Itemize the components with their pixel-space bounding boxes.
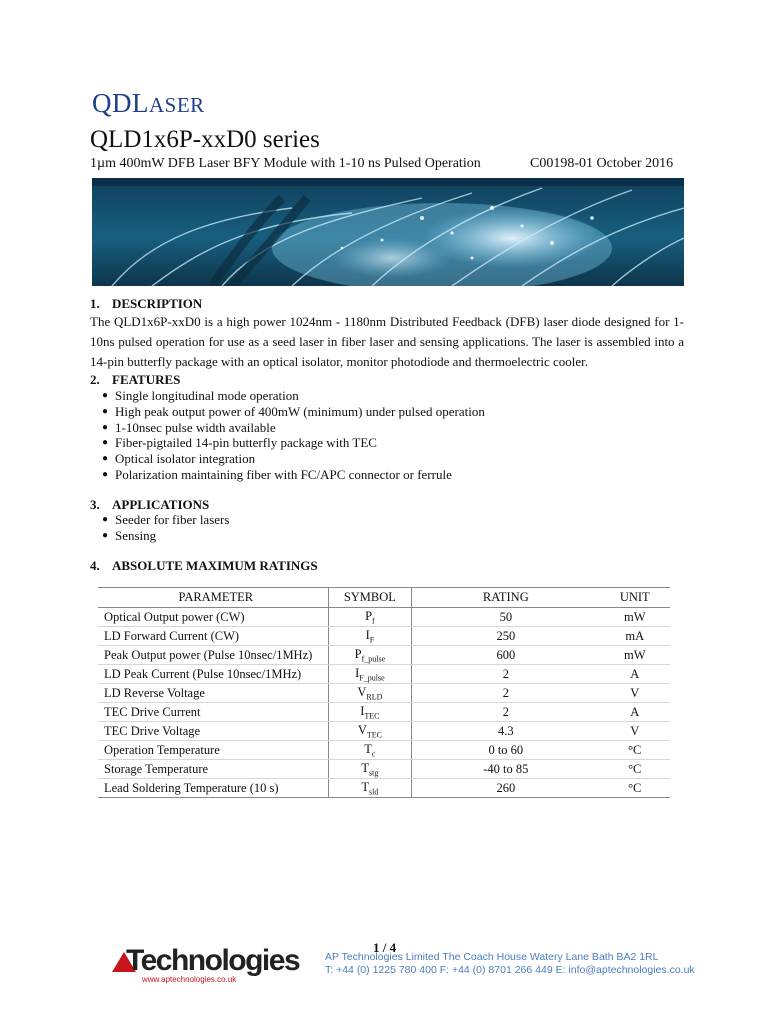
table-row bbox=[98, 779, 670, 798]
ratings-heading bbox=[90, 558, 318, 574]
description-number: 1. bbox=[90, 296, 100, 311]
col-header-symbol: SYMBOL bbox=[328, 588, 412, 608]
parameter-cell: Peak Output power (Pulse 10nsec/1MHz) bbox=[98, 646, 328, 665]
fiber-strands-graphic bbox=[92, 178, 684, 286]
symbol-base: P bbox=[354, 646, 362, 661]
table-row bbox=[98, 665, 670, 684]
ap-technologies-logo[interactable] bbox=[112, 944, 317, 984]
symbol-subscript: c bbox=[371, 749, 376, 759]
table-row bbox=[98, 646, 670, 665]
symbol-subscript: stg bbox=[369, 768, 379, 778]
unit-cell: °C bbox=[599, 760, 670, 779]
symbol-base: I bbox=[355, 665, 360, 680]
bullet-icon: ● bbox=[102, 453, 109, 465]
table-row bbox=[98, 627, 670, 646]
symbol-base: V bbox=[357, 684, 367, 699]
ratings-table bbox=[98, 587, 670, 798]
applications-heading bbox=[90, 497, 209, 513]
rating-cell: 0 to 60 bbox=[412, 741, 600, 760]
list-item bbox=[90, 451, 485, 467]
rating-cell: 2 bbox=[412, 665, 600, 684]
logo-l: L bbox=[132, 88, 149, 118]
bullet-icon: ● bbox=[102, 437, 109, 449]
features-number: 2. bbox=[90, 372, 100, 387]
list-item bbox=[90, 420, 485, 436]
symbol-base: P bbox=[365, 608, 373, 623]
symbol-subscript: TEC bbox=[364, 711, 380, 721]
rating-cell: 4.3 bbox=[412, 722, 600, 741]
ap-website-link[interactable]: www.aptechnologies.co.uk bbox=[142, 975, 237, 984]
description-text: The QLD1x6P-xxD0 is a high power 1024nm - 1180nm Distributed Feedback (DFB) laser diode designed for 1-10ns pulsed operation for use as a seed laser in fiber laser and sensing applications. The laser is assembled into a 14-pin butterfly package with an optical isolator, monitor photodiode and thermoelectric cooler. bbox=[90, 314, 684, 369]
feature-text: Fiber-pigtailed 14-pin butterfly package with TEC bbox=[115, 435, 377, 451]
feature-text: 1-10nsec pulse width available bbox=[115, 419, 276, 435]
symbol-subscript: F bbox=[369, 635, 375, 645]
table-row bbox=[98, 760, 670, 779]
table-row bbox=[98, 722, 670, 741]
symbol-cell bbox=[328, 627, 412, 646]
symbol-cell bbox=[328, 722, 412, 741]
symbol-cell bbox=[328, 646, 412, 665]
unit-cell: mW bbox=[599, 608, 670, 627]
symbol-base: I bbox=[365, 627, 370, 642]
symbol-cell bbox=[328, 760, 412, 779]
symbol-subscript: f bbox=[372, 616, 375, 626]
description-heading bbox=[90, 296, 202, 312]
ratings-number: 4. bbox=[90, 558, 100, 573]
symbol-cell bbox=[328, 703, 412, 722]
rating-cell: 2 bbox=[412, 703, 600, 722]
applications-list bbox=[90, 512, 229, 544]
symbol-subscript: f_pulse bbox=[361, 654, 386, 664]
symbol-subscript: RLD bbox=[366, 692, 383, 702]
symbol-subscript: TEC bbox=[366, 730, 382, 740]
parameter-cell: LD Peak Current (Pulse 10nsec/1MHz) bbox=[98, 665, 328, 684]
symbol-cell bbox=[328, 741, 412, 760]
application-text: Sensing bbox=[115, 527, 157, 543]
qdlaser-logo bbox=[92, 88, 205, 119]
symbol-base: T bbox=[361, 760, 370, 775]
parameter-cell: Operation Temperature bbox=[98, 741, 328, 760]
list-item bbox=[90, 435, 485, 451]
table-row bbox=[98, 608, 670, 627]
description-title: DESCRIPTION bbox=[112, 296, 203, 311]
bullet-icon: ● bbox=[102, 468, 109, 480]
rating-cell: 2 bbox=[412, 684, 600, 703]
fiber-optic-banner-image bbox=[92, 178, 684, 286]
rating-cell: -40 to 85 bbox=[412, 760, 600, 779]
series-title: QLD1x6P-xxD0 series bbox=[90, 126, 320, 153]
features-title: FEATURES bbox=[112, 372, 181, 387]
table-header-row bbox=[98, 588, 670, 608]
bullet-icon: ● bbox=[102, 529, 109, 541]
symbol-cell bbox=[328, 684, 412, 703]
bullet-icon: ● bbox=[102, 514, 109, 525]
ratings-title: ABSOLUTE MAXIMUM RATINGS bbox=[112, 558, 318, 573]
applications-title: APPLICATIONS bbox=[112, 497, 210, 512]
rating-cell: 600 bbox=[412, 646, 600, 665]
logo-rest: ASER bbox=[149, 93, 205, 117]
parameter-cell: TEC Drive Current bbox=[98, 703, 328, 722]
applications-number: 3. bbox=[90, 497, 100, 512]
symbol-base: T bbox=[361, 779, 370, 794]
list-item bbox=[90, 404, 485, 420]
features-heading bbox=[90, 372, 180, 388]
unit-cell: V bbox=[599, 684, 670, 703]
parameter-cell: LD Reverse Voltage bbox=[98, 684, 328, 703]
bullet-icon: ● bbox=[102, 405, 109, 417]
page-number: 1 / 4 bbox=[373, 940, 397, 955]
col-header-parameter: PARAMETER bbox=[98, 588, 328, 608]
parameter-cell: Lead Soldering Temperature (10 s) bbox=[98, 779, 328, 798]
list-item bbox=[90, 512, 229, 528]
unit-cell: A bbox=[599, 665, 670, 684]
unit-cell: mW bbox=[599, 646, 670, 665]
parameter-cell: LD Forward Current (CW) bbox=[98, 627, 328, 646]
product-subtitle: 1µm 400mW DFB Laser BFY Module with 1-10 ns Pulsed Operation bbox=[90, 156, 481, 171]
bullet-icon: ● bbox=[102, 390, 109, 401]
list-item bbox=[90, 528, 229, 544]
footer-contact: T: +44 (0) 1225 780 400 F: +44 (0) 8701 266 449 E: info@aptechnologies.co.uk bbox=[325, 964, 695, 976]
footer-address: AP Technologies Limited The Coach House Watery Lane Bath BA2 1RL bbox=[325, 951, 659, 963]
feature-text: Polarization maintaining fiber with FC/APC connector or ferrule bbox=[115, 466, 452, 482]
unit-cell: A bbox=[599, 703, 670, 722]
symbol-base: T bbox=[364, 741, 372, 756]
unit-cell: mA bbox=[599, 627, 670, 646]
rating-cell: 50 bbox=[412, 608, 600, 627]
bullet-icon: ● bbox=[102, 421, 109, 433]
feature-text: Optical isolator integration bbox=[115, 451, 256, 467]
rating-cell: 250 bbox=[412, 627, 600, 646]
list-item bbox=[90, 388, 485, 404]
features-list bbox=[90, 388, 485, 483]
application-text: Seeder for fiber lasers bbox=[115, 512, 230, 527]
parameter-cell: TEC Drive Voltage bbox=[98, 722, 328, 741]
logo-qd: QD bbox=[92, 88, 132, 118]
table-row bbox=[98, 703, 670, 722]
parameter-cell: Optical Output power (CW) bbox=[98, 608, 328, 627]
feature-text: Single longitudinal mode operation bbox=[115, 388, 299, 403]
rating-cell: 260 bbox=[412, 779, 600, 798]
unit-cell: °C bbox=[599, 741, 670, 760]
col-header-unit: UNIT bbox=[599, 588, 670, 608]
table-row bbox=[98, 684, 670, 703]
parameter-cell: Storage Temperature bbox=[98, 760, 328, 779]
symbol-subscript: F_pulse bbox=[359, 673, 385, 683]
document-reference: C00198-01 October 2016 bbox=[530, 156, 674, 171]
unit-cell: °C bbox=[599, 779, 670, 798]
list-item bbox=[90, 467, 485, 483]
symbol-cell bbox=[328, 665, 412, 684]
feature-text: High peak output power of 400mW (minimum) under pulsed operation bbox=[115, 403, 485, 419]
ap-logo-word: Technologies bbox=[126, 944, 300, 977]
symbol-cell bbox=[328, 779, 412, 798]
col-header-rating: RATING bbox=[412, 588, 600, 608]
unit-cell: V bbox=[599, 722, 670, 741]
table-row bbox=[98, 741, 670, 760]
symbol-subscript: sld bbox=[369, 787, 379, 797]
symbol-base: I bbox=[360, 703, 365, 718]
symbol-base: V bbox=[357, 722, 367, 737]
symbol-cell bbox=[328, 608, 412, 627]
